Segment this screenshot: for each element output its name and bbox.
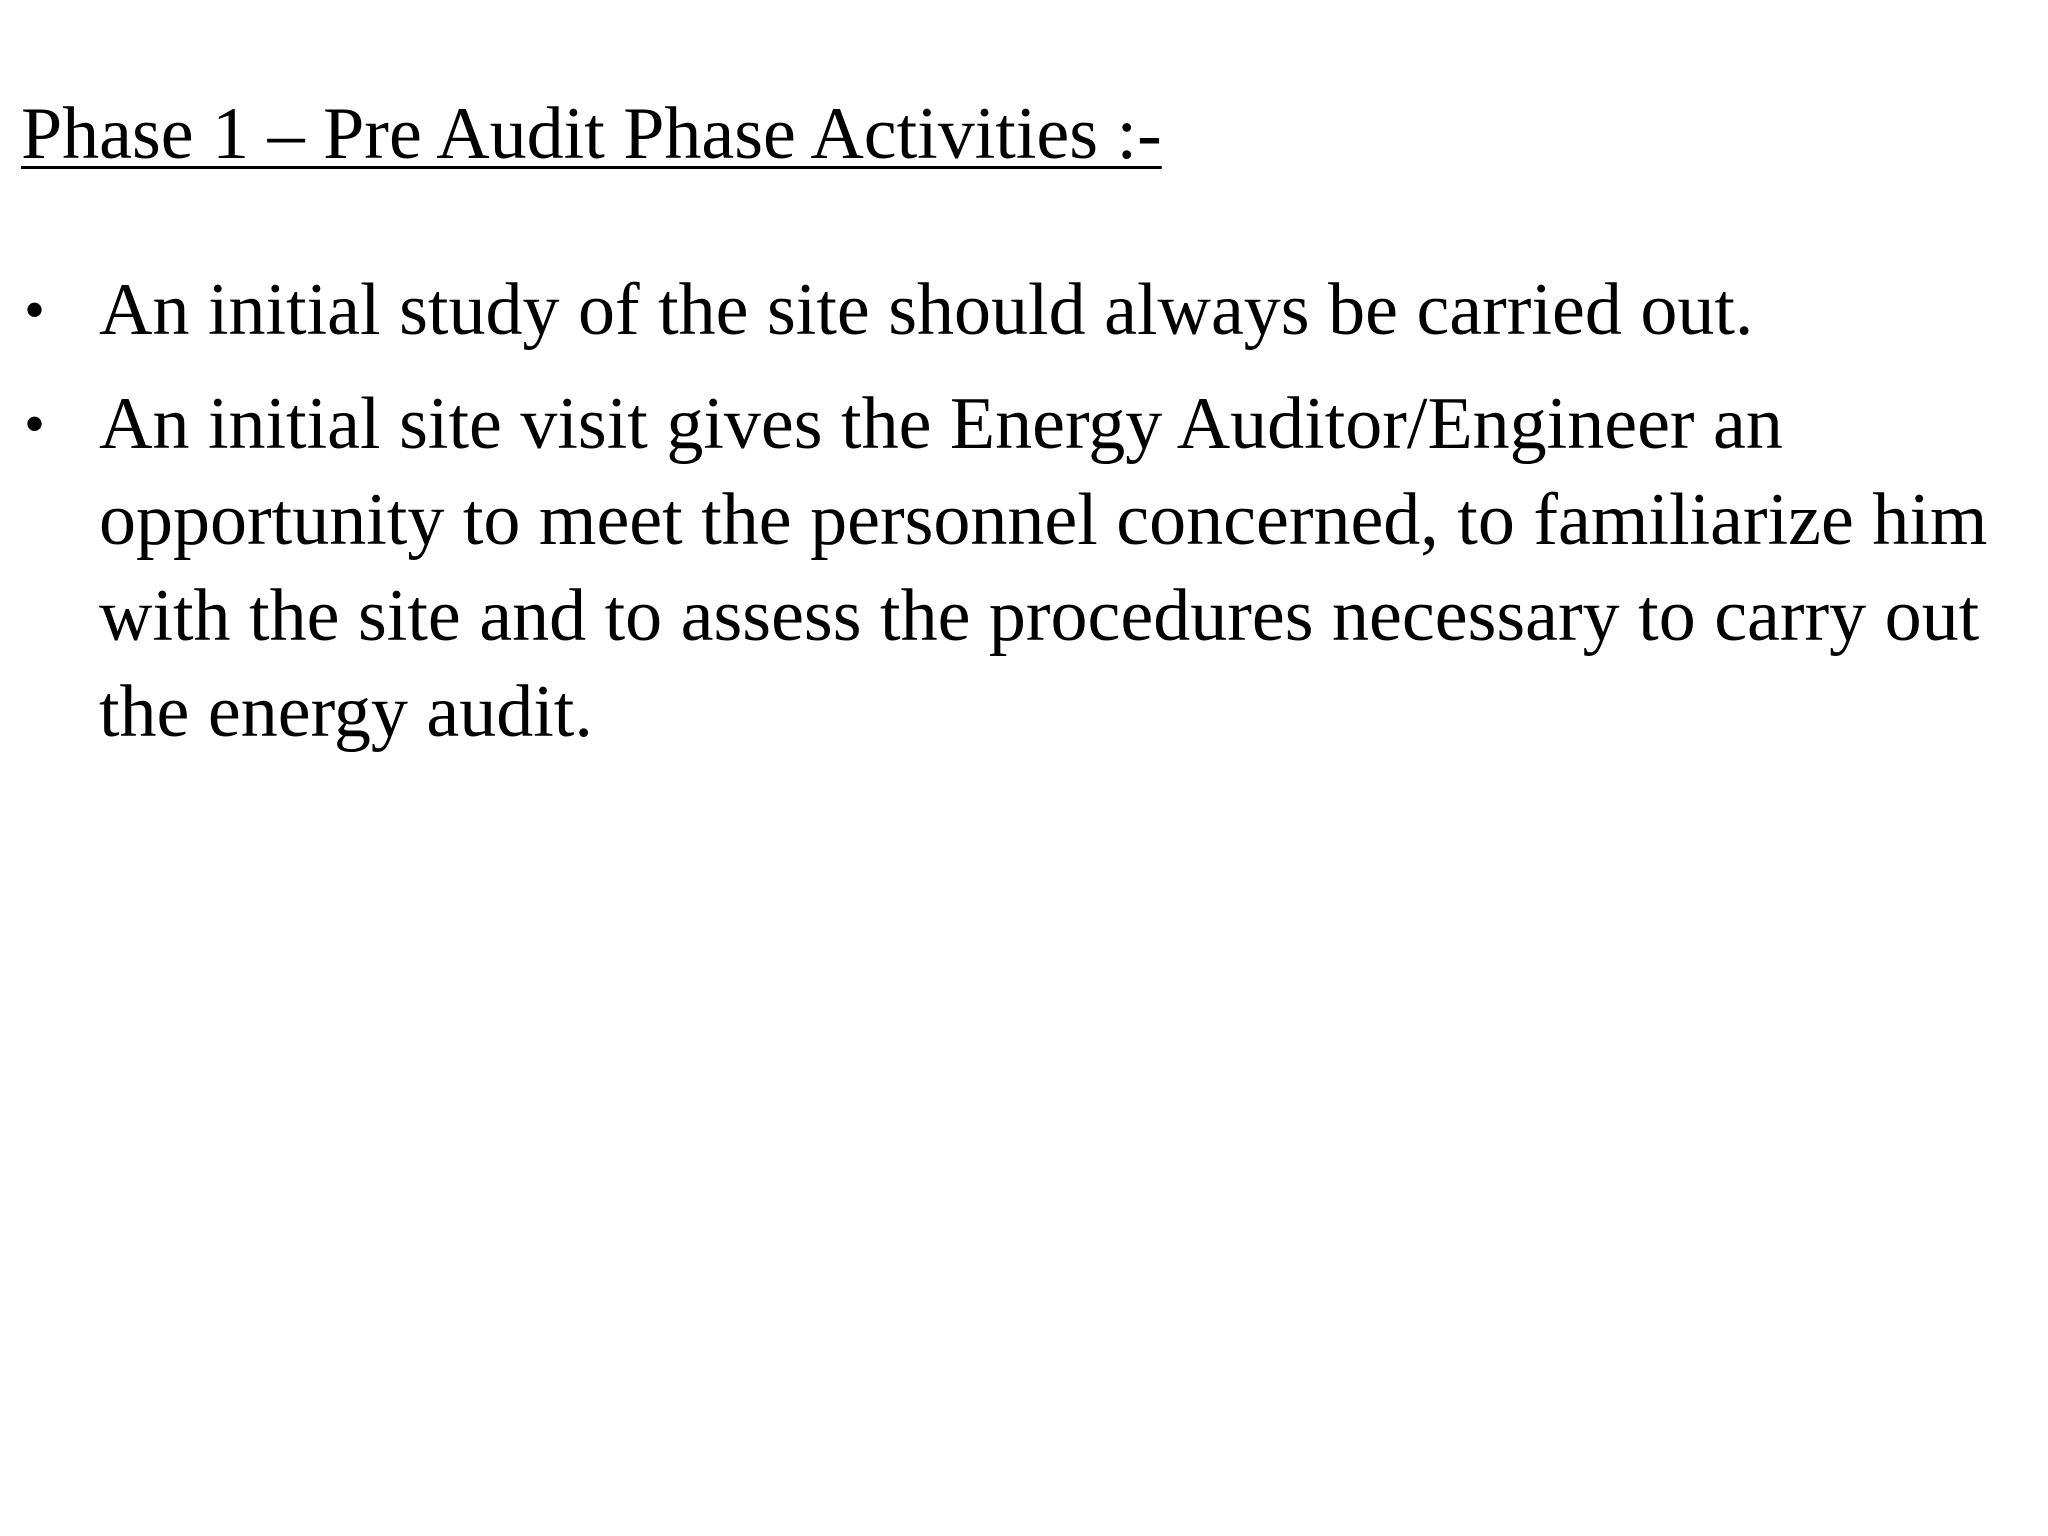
bullet-marker: •	[24, 391, 46, 457]
bullet-text: An initial study of the site should always be carried out.	[99, 269, 1754, 351]
bullet-marker: •	[24, 277, 46, 343]
bullet-item	[0, 262, 2048, 358]
bullet-text: An initial site visit gives the Energy Auditor/Engineer an opportunity to meet the personnel concerned, to familiarize him with the site and to assess the procedures necessary to carry out the energy audit.	[99, 383, 1988, 753]
bullet-item	[0, 376, 2048, 760]
slide-title: Phase 1 – Pre Audit Phase Activities :-	[21, 93, 1162, 175]
bullet-list	[0, 262, 2048, 778]
